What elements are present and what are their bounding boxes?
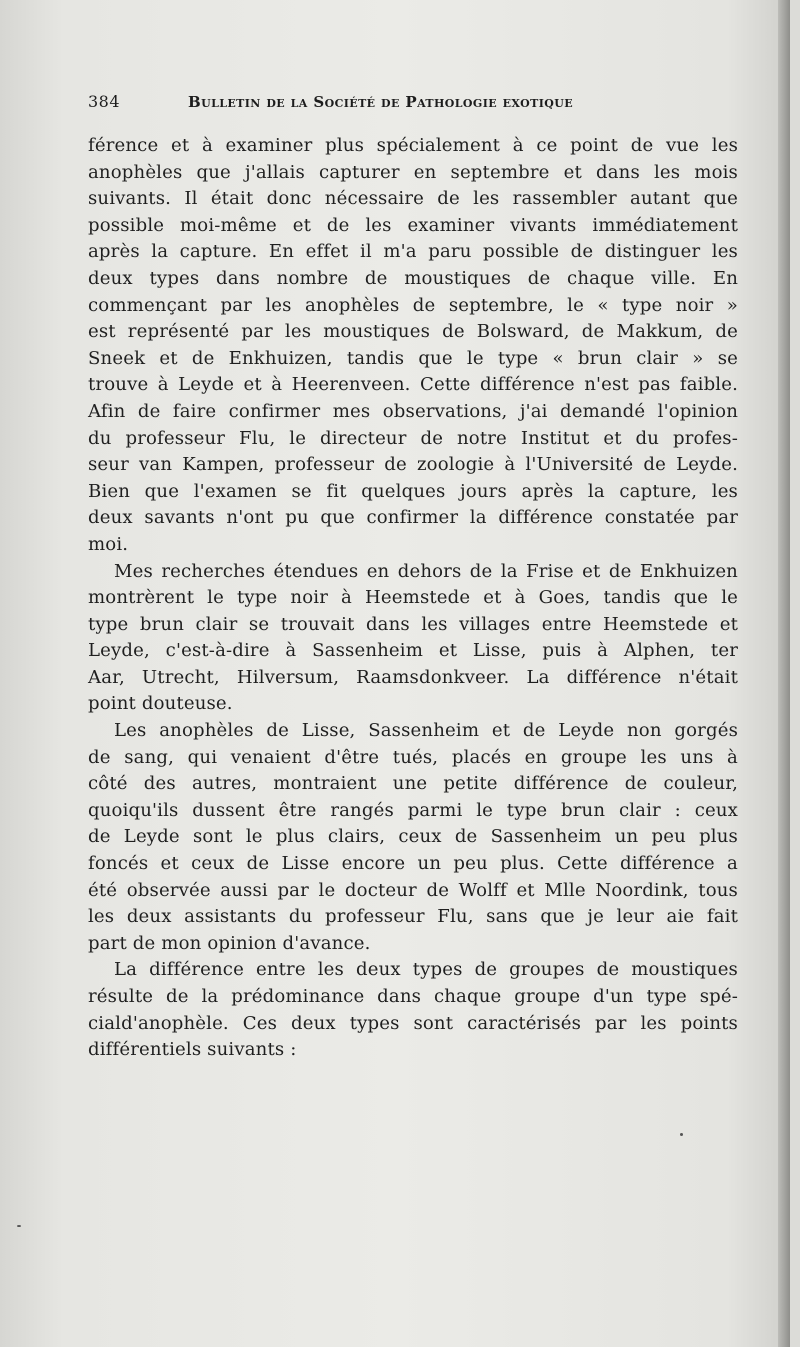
- text-line: foncés et ceux de Lisse encore un peu plus. Cette différence a: [88, 853, 738, 875]
- text-line: différentiels suivants :: [88, 1039, 297, 1061]
- page-number: 384: [88, 92, 121, 111]
- text-line: Bien que l'examen se fit quelques jours après la capture, les: [88, 480, 738, 502]
- paragraph-start-line: Les anophèles de Lisse, Sassenheim et de Leyde non gorgés: [114, 720, 738, 742]
- text-line: suivants. Il était donc nécessaire de les rassembler autant que: [88, 188, 738, 210]
- text-line: deux savants n'ont pu que confirmer la différence constatée par: [88, 507, 738, 529]
- text-line: moi.: [88, 533, 129, 555]
- print-speck: [680, 1133, 683, 1136]
- text-line: été observée aussi par le docteur de Wolff et Mlle Noordink, tous: [88, 879, 738, 901]
- text-line: ciald'anophèle. Ces deux types sont caractérisés par les points: [88, 1012, 738, 1034]
- text-line: du professeur Flu, le directeur de notre Institut et du profes-: [88, 427, 738, 449]
- text-line: type brun clair se trouvait dans les villages entre Heemstede et: [88, 613, 738, 635]
- text-line: côté des autres, montraient une petite différence de couleur,: [88, 773, 738, 795]
- text-line: deux types dans nombre de moustiques de chaque ville. En: [88, 267, 738, 289]
- text-line: seur van Kampen, professeur de zoologie à l'Université de Leyde.: [88, 454, 738, 476]
- paragraph-start-line: La différence entre les deux types de groupes de moustiques: [114, 959, 738, 981]
- running-title: Bulletin de la Société de Pathologie exotique: [188, 93, 574, 111]
- text-line: part de mon opinion d'avance.: [88, 932, 371, 954]
- text-line: montrèrent le type noir à Heemstede et à Goes, tandis que le: [88, 587, 738, 609]
- text-line: commençant par les anophèles de septembre, le « type noir »: [88, 294, 738, 316]
- text-line: est représenté par les moustiques de Bolsward, de Makkum, de: [88, 321, 738, 343]
- text-line: Sneek et de Enkhuizen, tandis que le type « brun clair » se: [88, 347, 738, 369]
- text-line: anophèles que j'allais capturer en septembre et dans les mois: [88, 161, 738, 183]
- text-line: possible moi-même et de les examiner vivants immédiatement: [88, 214, 738, 236]
- text-line: résulte de la prédominance dans chaque groupe d'un type spé-: [88, 986, 738, 1007]
- text-line: Aar, Utrecht, Hilversum, Raamsdonkveer. La différence n'était: [88, 666, 738, 688]
- page-header: [88, 92, 738, 116]
- text-line: de sang, qui venaient d'être tués, placés en groupe les uns à: [88, 746, 738, 768]
- print-speck: [17, 1225, 21, 1227]
- text-line: après la capture. En effet il m'a paru possible de distinguer les: [88, 241, 738, 263]
- text-line: de Leyde sont le plus clairs, ceux de Sassenheim un peu plus: [88, 826, 738, 848]
- text-line: trouve à Leyde et à Heerenveen. Cette différence n'est pas faible.: [88, 374, 738, 396]
- text-line: quoiqu'ils dussent être rangés parmi le type brun clair : ceux: [88, 799, 738, 821]
- text-line: Afin de faire confirmer mes observations, j'ai demandé l'opinion: [88, 400, 738, 422]
- body-text: [88, 133, 738, 1064]
- text-line: Leyde, c'est-à-dire à Sassenheim et Lisse, puis à Alphen, ter: [88, 640, 738, 662]
- text-line: les deux assistants du professeur Flu, sans que je leur aie fait: [88, 906, 738, 928]
- page-edge-shadow: [778, 0, 790, 1347]
- text-line: point douteuse.: [88, 693, 233, 715]
- text-line: férence et à examiner plus spécialement à ce point de vue les: [88, 135, 738, 156]
- paragraph-start-line: Mes recherches étendues en dehors de la Frise et de Enkhuizen: [114, 560, 738, 582]
